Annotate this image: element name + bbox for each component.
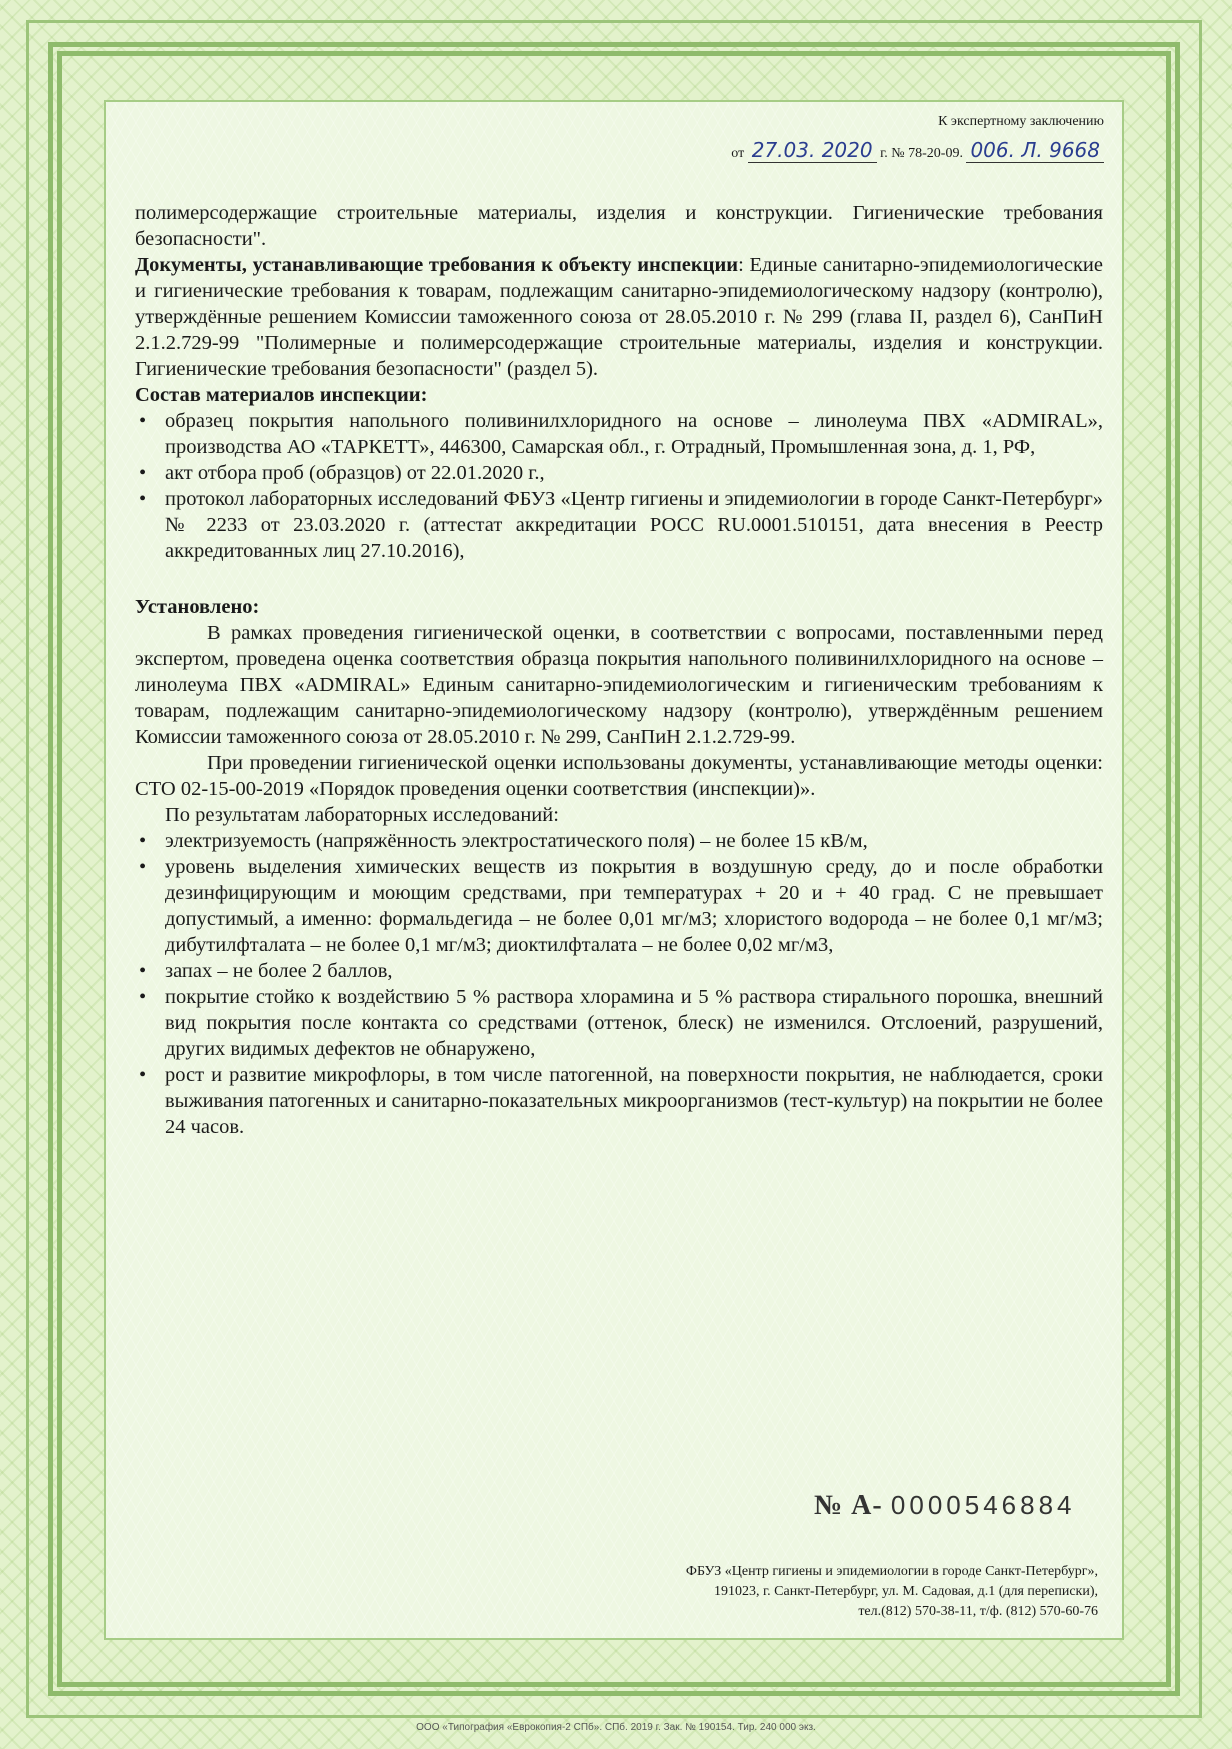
list-item: • рост и развитие микрофлоры, в том числе патогенной, на поверхности покрытия, не наблюдается, сроки выживания патогенных и санитарно-показательных микроорганизмов (тест-культур) на покрытии не более 24 часов. — [165, 1062, 1103, 1140]
documents-heading: Документы, устанавливающие требования к объекту инспекции — [135, 254, 739, 276]
established-paragraph-1: В рамках проведения гигиенической оценки, в соответствии с вопросами, поставленными перед экспертом, проведена оценка соответствия образца покрытия напольного поливинилхлоридного на основе – линолеума ПВХ «ADMIRAL» Единым санитарно-эпидемиологическим и гигиеническим требованиям к товарам, подлежащим санитарно-эпидемиологическому надзору (контролю), утверждённым решением Комиссии таможенного союза от 28.05.2010 г. № 299, СанПиН 2.1.2.729-99. — [135, 622, 1103, 748]
form-serial-number — [814, 1490, 1076, 1522]
list-item: • запах – не более 2 баллов, — [165, 958, 1103, 984]
materials-heading: Состав материалов инспекции: — [135, 384, 428, 406]
from-prefix: от — [731, 146, 745, 161]
list-item: • протокол лабораторных исследований ФБУЗ «Центр гигиены и эпидемиологии в городе Санкт-Петербург» № 2233 от 23.03.2020 г. (аттестат аккредитации РОСС RU.0001.510151, дата внесения в Реестр аккредитованных лиц 27.10.2016), — [165, 486, 1103, 564]
handwritten-date: 27.03. 2020 — [748, 138, 877, 163]
results-list — [135, 828, 1103, 1140]
list-item: • акт отбора проб (образцов) от 22.01.2020 г., — [165, 460, 1103, 486]
established-heading: Установлено: — [135, 596, 260, 618]
reference-number-line — [731, 138, 1104, 162]
spacer — [135, 564, 1103, 594]
list-item: • покрытие стойко к воздействию 5 % раствора хлорамина и 5 % раствора стирального порошка, внешний вид покрытия после контакта со средствами (оттенок, блеск) не изменился. Отслоений, разрушений, других видимых дефектов не обнаружено, — [165, 984, 1103, 1062]
org-address: 191023, г. Санкт-Петербург, ул. М. Садовая, д.1 (для переписки), — [714, 1584, 1098, 1599]
list-item: • электризуемость (напряжённость электростатического поля) – не более 15 кВ/м, — [165, 828, 1103, 854]
handwritten-number: 006. Л. 9668 — [966, 138, 1104, 163]
document-body — [135, 200, 1103, 1140]
serial-value: 0000546884 — [890, 1490, 1076, 1520]
established-paragraph-2: При проведении гигиенической оценки использованы документы, устанавливающие методы оценки: СТО 02-15-00-2019 «Порядок проведения оценки соответствия (инспекции)». — [135, 752, 1103, 800]
results-intro: По результатам лабораторных исследований: — [165, 804, 559, 826]
reference-number-printed: г. № 78-20-09. — [880, 146, 963, 161]
printer-imprint: ООО «Типография «Еврокопия-2 СПб». СПб. 2019 г. Зак. № 190154. Тир. 240 000 экз. — [416, 1722, 816, 1733]
serial-prefix: № А- — [814, 1490, 883, 1521]
org-name: ФБУЗ «Центр гигиены и эпидемиологии в городе Санкт-Петербург», — [685, 1564, 1098, 1579]
documents-paragraph — [135, 252, 1103, 382]
org-phone: тел.(812) 570-38-11, т/ф. (812) 570-60-76 — [858, 1604, 1098, 1619]
organization-footer — [686, 1562, 1098, 1622]
expert-conclusion-reference — [731, 114, 1104, 162]
paragraph-continuation: полимерсодержащие строительные материалы, изделия и конструкции. Гигиенические требования безопасности". — [135, 202, 1103, 250]
reference-label: К экспертному заключению — [938, 114, 1104, 129]
documents-text: : Единые санитарно-эпидемиологические и гигиенические требования к товарам, подлежащим санитарно-эпидемиологическому надзору (контролю), утверждённые решением Комиссии таможенного союза от 28.05.2010 г. № 299 (глава II, раздел 6), СанПиН 2.1.2.729-99 "Полимерные и полимерсодержащие строительные материалы, изделия и конструкции. Гигиенические требования безопасности" (раздел 5). — [135, 254, 1103, 380]
list-item: • образец покрытия напольного поливинилхлоридного на основе – линолеума ПВХ «ADMIRAL», производства АО «ТАРКЕТТ», 446300, Самарская обл., г. Отрадный, Промышленная зона, д. 1, РФ, — [165, 408, 1103, 460]
list-item: • уровень выделения химических веществ из покрытия в воздушную среду, до и после обработки дезинфицирующим и моющим средствами, при температурах + 20 и + 40 град. С не превышает допустимый, а именно: формальдегида – не более 0,01 мг/м3; хлористого водорода – не более 0,1 мг/м3; дибутилфталата – не более 0,1 мг/м3; диоктилфталата – не более 0,02 мг/м3, — [165, 854, 1103, 958]
materials-list — [135, 408, 1103, 564]
